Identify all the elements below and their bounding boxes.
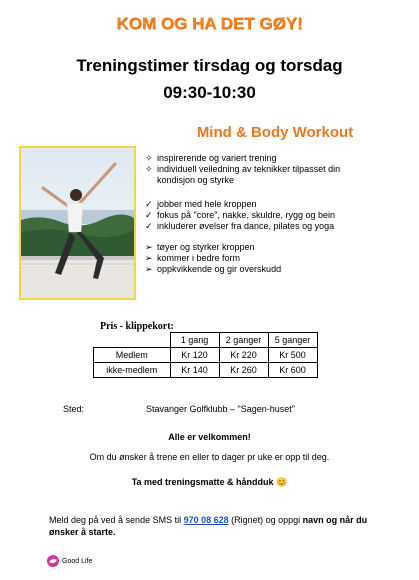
- signup-text: Meld deg på ved å sende SMS til 970 08 628 (Rignet) og oppgi navn og når du ønsker å starte.: [49, 515, 368, 537]
- list-item: ➢ kommer i bedre form: [145, 253, 241, 263]
- benefits-group-3: [145, 242, 281, 275]
- frequency-text: Om du ønsker å trene en eller to dager pr uke er opp til deg.: [89, 452, 330, 462]
- location-value: Stavanger Golfklubb – "Sagen-huset": [146, 404, 295, 414]
- workout-photo: [19, 146, 136, 300]
- price-heading: Pris - klippekort:: [100, 321, 174, 332]
- list-item: ✓ fokus på "core", nakke, skuldre, rygg og bein: [145, 210, 335, 220]
- list-item: ➢ oppkvikkende og gir overskudd: [145, 264, 282, 274]
- price-table: [93, 332, 318, 378]
- price-cell: Kr 600: [268, 363, 317, 378]
- column-header: 5 ganger: [268, 333, 317, 348]
- row-label: Medlem: [94, 348, 171, 363]
- column-header: 2 ganger: [219, 333, 268, 348]
- good-life-logo: [46, 554, 92, 568]
- benefits-group-2: [145, 199, 335, 232]
- checkmark-icon: ✓: [145, 221, 153, 231]
- price-cell: Kr 260: [219, 363, 268, 378]
- table-header-row: [94, 333, 318, 348]
- bring-text: Ta med treningsmatte & håndduk 😊: [131, 477, 288, 487]
- welcome-text: Alle er velkommen!: [168, 432, 251, 442]
- checkmark-icon: ✓: [145, 210, 153, 220]
- headline-banner: KOM OG HA DET GØY!: [116, 14, 303, 33]
- table-row: [94, 363, 318, 378]
- arrow-bullet-icon: ➢: [145, 253, 153, 263]
- checkmark-icon: ✓: [145, 199, 153, 209]
- location-label: Sted:: [63, 404, 85, 414]
- sparkle-bullet-icon: ✧: [145, 153, 153, 163]
- phone-link[interactable]: 970 08 628: [183, 515, 229, 525]
- logo-text: Good Life: [62, 557, 93, 565]
- price-cell: Kr 500: [268, 348, 317, 363]
- table-header-empty: [94, 333, 171, 348]
- schedule-time: 09:30-10:30: [163, 83, 256, 102]
- table-row: [94, 348, 318, 363]
- workout-title: Mind & Body Workout: [196, 124, 354, 141]
- column-header: 1 gang: [170, 333, 219, 348]
- sparkle-bullet-icon: ✧: [145, 164, 153, 174]
- schedule-title: Treningstimer tirsdag og torsdag: [76, 56, 343, 75]
- price-cell: Kr 120: [170, 348, 219, 363]
- price-cell: Kr 140: [170, 363, 219, 378]
- good-life-logo-icon: [46, 554, 60, 568]
- row-label: ikke-medlem: [94, 363, 171, 378]
- yoga-pose-image: [21, 148, 134, 298]
- list-item: ✓ jobber med hele kroppen: [145, 199, 257, 209]
- arrow-bullet-icon: ➢: [145, 264, 153, 274]
- list-item: ➢ tøyer og styrker kroppen: [145, 242, 255, 252]
- smiley-icon: 😊: [276, 477, 288, 487]
- arrow-bullet-icon: ➢: [145, 242, 153, 252]
- list-item: ✓ inkluderer øvelser fra dance, pilates og yoga: [145, 221, 335, 231]
- list-item: ✧ individuell veiledning av teknikker tilpasset din kondisjon og styrke: [145, 164, 341, 185]
- benefits-group-1: [145, 153, 340, 186]
- price-cell: Kr 220: [219, 348, 268, 363]
- list-item: ✧ inspirerende og variert trening: [145, 153, 277, 163]
